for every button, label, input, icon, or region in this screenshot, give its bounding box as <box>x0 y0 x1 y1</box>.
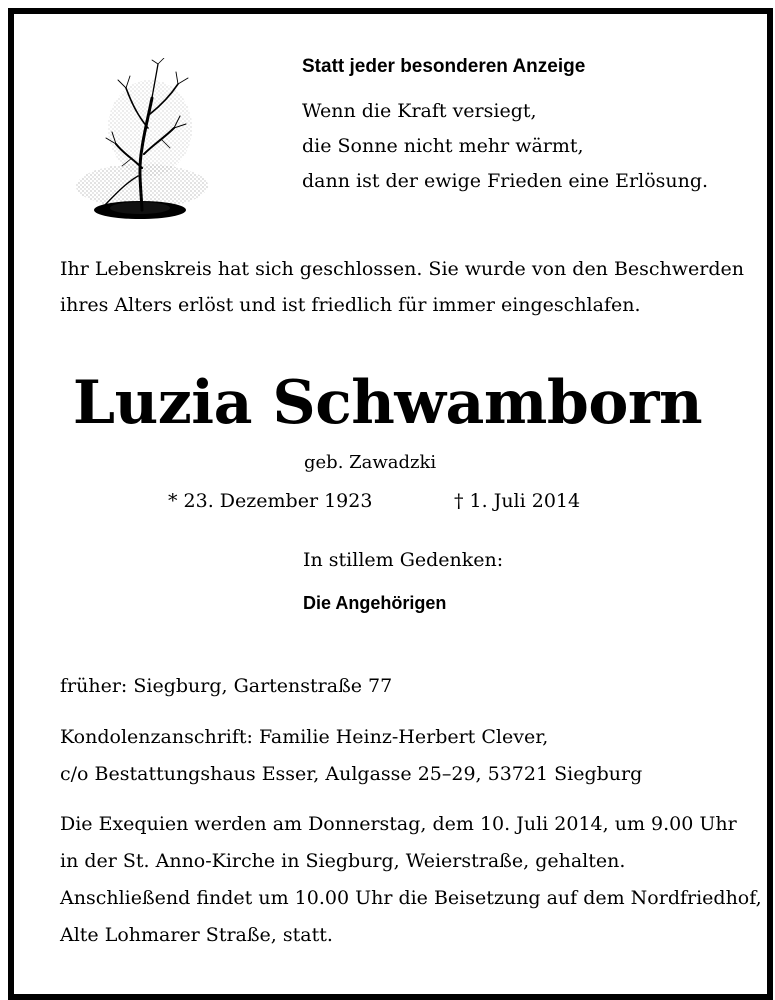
burial-line: Alte Lohmarer Straße, statt. <box>60 924 333 946</box>
verse-line: die Sonne nicht mehr wärmt, <box>302 135 584 157</box>
verse-line: dann ist der ewige Frieden eine Erlösung. <box>302 170 709 192</box>
notice-heading: Statt jeder besonderen Anzeige <box>302 56 586 77</box>
intro-text <box>60 251 744 323</box>
burial-line: Anschließend findet um 10.00 Uhr die Beisetzung auf dem Nordfriedhof, <box>60 887 762 909</box>
header-block <box>302 56 708 199</box>
birth-date: * 23. Dezember 1923 <box>168 490 373 512</box>
deceased-name: Luzia Schwamborn <box>72 368 703 438</box>
verse <box>302 94 708 199</box>
condolence-line: Kondolenzanschrift: Familie Heinz-Herbert Clever, <box>60 726 549 748</box>
death-date: † 1. Juli 2014 <box>454 490 581 512</box>
verse-line: Wenn die Kraft versiegt, <box>302 100 537 122</box>
condolence-line: c/o Bestattungshaus Esser, Aulgasse 25–29, 53721 Siegburg <box>60 763 643 785</box>
intro-line: ihres Alters erlöst und ist friedlich für immer eingeschlafen. <box>60 294 641 316</box>
exequies-line: Die Exequien werden am Donnerstag, dem 10. Juli 2014, um 9.00 Uhr <box>60 813 737 835</box>
exequies-line: in der St. Anno-Kirche in Siegburg, Weierstraße, gehalten. <box>60 850 626 872</box>
tree-illustration-icon <box>62 58 212 228</box>
signed-by: Die Angehörigen <box>303 593 447 613</box>
maiden-name: geb. Zawadzki <box>304 452 437 473</box>
former-address: früher: Siegburg, Gartenstraße 77 <box>60 675 393 697</box>
burial-info <box>60 880 762 954</box>
condolence-address <box>60 719 642 793</box>
exequies-info <box>60 806 737 880</box>
memorial-phrase: In stillem Gedenken: <box>303 549 504 571</box>
intro-line: Ihr Lebenskreis hat sich geschlossen. Sie wurde von den Beschwerden <box>60 258 745 280</box>
